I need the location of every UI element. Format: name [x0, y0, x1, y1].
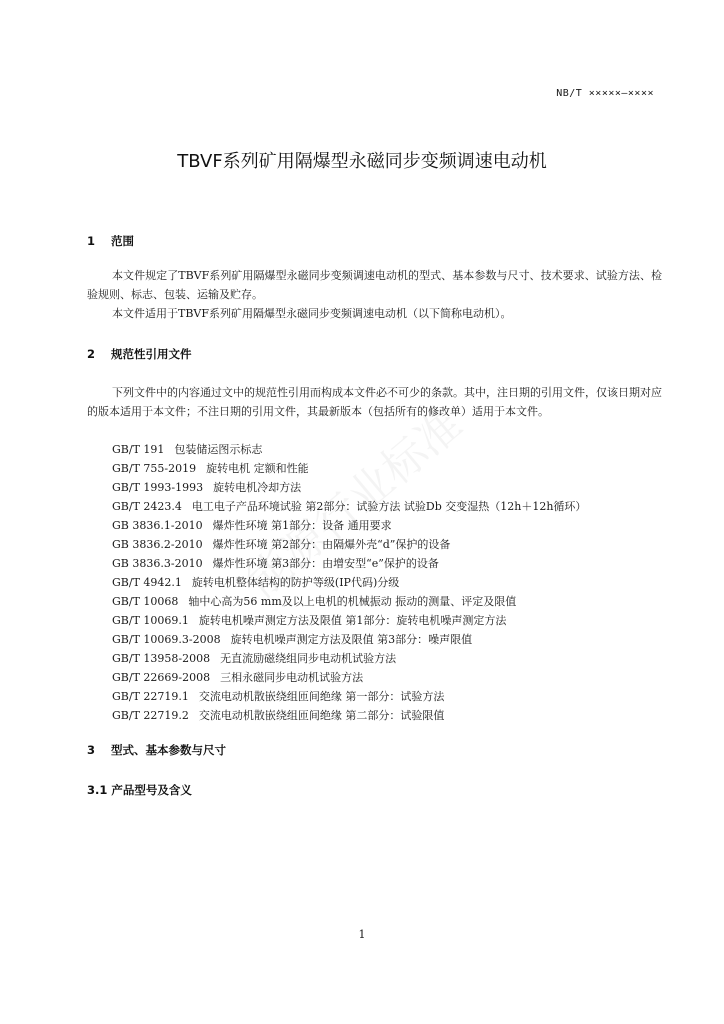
section-3-heading — [87, 742, 226, 758]
normative-intro-paragraph: 下列文件中的内容通过文中的规范性引用而构成本文件必不可少的条款。其中，注日期的引用文件，仅该日期对应的版本适用于本文件；不注日期的引用文件，其最新版本（包括所有的修改单）适用于本文件。 — [87, 386, 662, 418]
reference-code: GB/T 10069.3-2008 — [112, 633, 221, 646]
section-number: 1 — [87, 234, 96, 248]
reference-title: 旋转电机噪声测定方法及限值 第3部分：噪声限值 — [230, 633, 473, 646]
reference-code: GB/T 10068 — [112, 595, 179, 608]
list-item — [112, 687, 586, 706]
scope-paragraph-1: 本文件规定了TBVF系列矿用隔爆型永磁同步变频调速电动机的型式、基本参数与尺寸、技术要求、试验方法、检验规则、标志、包装、运输及贮存。 — [87, 269, 662, 301]
reference-title: 爆炸性环境 第3部分：由增安型“e”保护的设备 — [212, 557, 439, 570]
reference-code: GB/T 22669-2008 — [112, 671, 211, 684]
reference-title: 爆炸性环境 第2部分：由隔爆外壳“d”保护的设备 — [212, 538, 451, 551]
section-title: 规范性引用文件 — [111, 347, 192, 361]
list-item — [112, 630, 586, 649]
reference-title: 包装储运图示标志 — [174, 443, 263, 456]
section-1-heading — [87, 233, 134, 249]
section-title: 产品型号及含义 — [111, 783, 192, 797]
standard-code: NB/T ×××××—×××× — [556, 88, 654, 99]
section-title: 范围 — [111, 234, 135, 248]
list-item — [112, 497, 586, 516]
list-item — [112, 478, 586, 497]
reference-list — [112, 440, 586, 725]
section-title: 型式、基本参数与尺寸 — [111, 743, 227, 757]
list-item — [112, 535, 586, 554]
reference-code: GB 3836.1-2010 — [112, 519, 203, 532]
list-item — [112, 554, 586, 573]
reference-title: 旋转电机 定额和性能 — [206, 462, 309, 475]
reference-title: 无直流励磁绕组同步电动机试验方法 — [220, 652, 397, 665]
list-item — [112, 668, 586, 687]
list-item — [112, 440, 586, 459]
reference-title: 交流电动机散嵌绕组匝间绝缘 第一部分：试验方法 — [198, 690, 445, 703]
reference-code: GB/T 755-2019 — [112, 462, 197, 475]
list-item — [112, 592, 586, 611]
reference-title: 爆炸性环境 第1部分：设备 通用要求 — [212, 519, 392, 532]
section-3-1-heading — [87, 782, 192, 798]
list-item — [112, 611, 586, 630]
section-number: 3.1 — [87, 783, 108, 797]
scope-paragraph-2: 本文件适用于TBVF系列矿用隔爆型永磁同步变频调速电动机（以下简称电动机）。 — [112, 307, 512, 320]
list-item — [112, 459, 586, 478]
reference-title: 旋转电机整体结构的防护等级(IP代码)分级 — [191, 576, 400, 589]
reference-code: GB/T 10069.1 — [112, 614, 189, 627]
reference-title: 交流电动机散嵌绕组匝间绝缘 第二部分：试验限值 — [198, 709, 445, 722]
list-item — [112, 706, 586, 725]
list-item — [112, 649, 586, 668]
reference-title: 旋转电机冷却方法 — [213, 481, 302, 494]
section-number: 3 — [87, 743, 96, 757]
reference-title: 旋转电机噪声测定方法及限值 第1部分：旋转电机噪声测定方法 — [198, 614, 507, 627]
reference-code: GB/T 2423.4 — [112, 500, 182, 513]
reference-code: GB/T 191 — [112, 443, 165, 456]
list-item — [112, 516, 586, 535]
list-item — [112, 573, 586, 592]
reference-title: 电工电子产品环境试验 第2部分：试验方法 试验Db 交变湿热（12h＋12h循环） — [191, 500, 587, 513]
reference-code: GB/T 13958-2008 — [112, 652, 211, 665]
page-number: 1 — [358, 928, 366, 941]
section-number: 2 — [87, 347, 96, 361]
reference-code: GB/T 22719.2 — [112, 709, 189, 722]
reference-code: GB/T 22719.1 — [112, 690, 189, 703]
reference-title: 轴中心高为56 mm及以上电机的机械振动 振动的测量、评定及限值 — [188, 595, 517, 608]
reference-code: GB/T 1993-1993 — [112, 481, 204, 494]
reference-code: GB/T 4942.1 — [112, 576, 182, 589]
document-title: TBVF系列矿用隔爆型永磁同步变频调速电动机 — [177, 151, 547, 172]
section-2-heading — [87, 346, 192, 362]
reference-title: 三相永磁同步电动机试验方法 — [220, 671, 364, 684]
reference-code: GB 3836.3-2010 — [112, 557, 203, 570]
reference-code: GB 3836.2-2010 — [112, 538, 203, 551]
